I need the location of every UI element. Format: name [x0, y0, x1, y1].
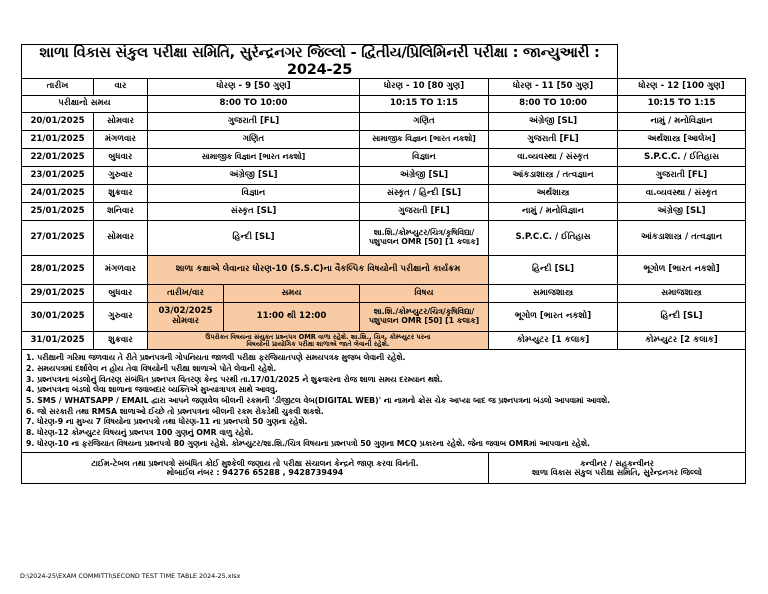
footer-convener: કન્વીનર / સહકન્વીનર: [580, 459, 654, 469]
row-day: શુક્રવાર: [94, 332, 148, 350]
optional-exam-remark: [148, 332, 489, 350]
row-std11: અર્થશાસ્ત્ર: [489, 185, 618, 203]
optional-header-time: સમય: [224, 285, 360, 303]
table-row: [22, 285, 746, 303]
instruction-item: 2. સમયપત્રમાં દર્શાવેલ ન હોય તેવા વિષયોની પરીક્ષા શાળાએ પોતે લેવાની રહેશે.: [26, 364, 277, 374]
row-std12: S.P.C.C. / ઈતિહાસ: [618, 149, 746, 167]
timing-std10: 10:15 TO 1:15: [360, 96, 489, 113]
row-std12: નામું / મનોવિજ્ઞાન: [618, 113, 746, 131]
row-date: 25/01/2025: [22, 203, 94, 221]
row-date: 20/01/2025: [22, 113, 94, 131]
row-day: મંગળવાર: [94, 131, 148, 149]
row-day: બુધવાર: [94, 149, 148, 167]
row-date: 23/01/2025: [22, 167, 94, 185]
instruction-item: 4. પ્રશ્નપત્રના બંડલો લેવા શાળાના જવાબદાર વ્યક્તિએ મુખ્યાત્રાપત્ર સાથે આવવુ.: [26, 385, 278, 395]
row-std9: અંગ્રેજી [SL]: [148, 167, 360, 185]
row-date: 27/01/2025: [22, 221, 94, 256]
table-row: [22, 131, 746, 149]
row-std9: વિજ્ઞાન: [148, 185, 360, 203]
row-std12: વા.વ્યવસ્થા / સંસ્કૃત: [618, 185, 746, 203]
row-std11: આંકડાશાસ્ત્ર / તત્વજ્ઞાન: [489, 167, 618, 185]
row-std12: અર્થશાસ્ત્ર [આલેખ]: [618, 131, 746, 149]
table-row: [22, 203, 746, 221]
row-std9: સામાજીક વિજ્ઞાન [ભારત નકશો]: [148, 149, 360, 167]
row-std12: સમાજશાસ્ત્ર: [618, 285, 746, 303]
timing-row: [22, 96, 746, 113]
row-std9: હિન્દી [SL]: [148, 221, 360, 256]
optional-exam-day-value: સોમવાર: [171, 316, 200, 327]
footer-committee: શાળા વિકાસ સંકુલ પરીક્ષા સમિતિ, સુરેન્દ્રનગર જિલ્લો: [531, 468, 703, 478]
row-std10: અંગ્રેજી [SL]: [360, 167, 489, 185]
row-std10: સંસ્કૃત / હિન્દી [SL]: [360, 185, 489, 203]
row-day: ગુરુવાર: [94, 303, 148, 332]
row-day: શનિવાર: [94, 203, 148, 221]
row-day: મંગળવાર: [94, 256, 148, 285]
timetable-sheet: [21, 44, 746, 484]
table-row: [22, 256, 746, 285]
timing-std9: 8:00 TO 10:00: [148, 96, 360, 113]
instruction-item: 3. પ્રશ્નપત્રના બંડલોનું વિતરણ સંબંધિત પ્રશ્નપત્ર વિતરણ કેન્દ્ર પરથી તા.17/01/2025 ને શુક્રવારના રોજ શાળા સમય દરમ્યાન થશે.: [26, 374, 443, 384]
optional-exam-time: 11:00 થી 12:00: [224, 303, 360, 332]
row-date: 31/01/2025: [22, 332, 94, 350]
optional-header-date: તારીખ/વાર: [148, 285, 224, 303]
row-std10: સામાજીક વિજ્ઞાન [ભારત નકશો]: [360, 131, 489, 149]
row-date: 24/01/2025: [22, 185, 94, 203]
row-day: શુક્રવાર: [94, 185, 148, 203]
timing-label: પરીક્ષાનો સમય: [22, 96, 148, 113]
optional-exam-date: [148, 303, 224, 332]
row-std11: સમાજશાસ્ત્ર: [489, 285, 618, 303]
optional-exam-remark-line1: ઉપરોક્ત વિષયના સંયુક્ત પ્રશ્નપત્ર OMR વાળા રહેશે. શા.શિ., ચિત્ર, કોમ્પ્યુટર પરના: [205, 332, 431, 341]
notes-row: [22, 350, 746, 453]
header-std12: ધોરણ - 12 [100 ગુણ]: [618, 79, 746, 96]
timing-std12: 10:15 TO 1:15: [618, 96, 746, 113]
header-day: વાર: [94, 79, 148, 96]
row-std11: ગુજરાતી [FL]: [489, 131, 618, 149]
timing-std11: 8:00 TO 10:00: [489, 96, 618, 113]
instruction-item: 8. ધોરણ-12 કોમ્પ્યુટર વિષયનું પ્રશ્નપત્ર 100 ગુણનું OMR વાળુ રહેશે.: [26, 428, 254, 438]
row-std11: નામું / મનોવિજ્ઞાન: [489, 203, 618, 221]
row-std12: ભૂગોળ [ભારત નકશો]: [618, 256, 746, 285]
table-row: [22, 167, 746, 185]
row-std10: શા.શિ./કોમ્પ્યુટર/ચિત્ર/કૃષિવિદ્યા/ પશુપાલન OMR [50] [1 કલાક]: [360, 221, 489, 256]
optional-header-subject: વિષય: [360, 285, 489, 303]
table-row: [22, 113, 746, 131]
header-std11: ધોરણ - 11 [50 ગુણ]: [489, 79, 618, 96]
instruction-item: 1. પરીક્ષાની ગરિમા જળવાય તે રીતે પ્રશ્નપત્રની ગોપનિયતા જાળવી પરીક્ષા ફરજિયાતપણે સમયપત્રક મુજબ લેવાની રહેશે.: [26, 353, 406, 363]
header-std10: ધોરણ - 10 [80 ગુણ]: [360, 79, 489, 96]
instructions-list: [22, 350, 746, 453]
row-std11: કોમ્પ્યુટર [1 કલાક]: [489, 332, 618, 350]
row-date: 21/01/2025: [22, 131, 94, 149]
table-row: [22, 185, 746, 203]
row-std11: વા.વ્યવસ્થા / સંસ્કૃત: [489, 149, 618, 167]
page-title: શાળા વિકાસ સંકુલ પરીક્ષા સમિતિ, સુરેન્દ્રનગર જિલ્લો - દ્વિતીય/પ્રિલિમિનરી પરીક્ષા : જાન્યુઆરી : 2024-25: [22, 45, 618, 79]
instruction-item: 6. જો સરકારી તથા RMSA શાળાઓ ઈચ્છે તો પ્રશ્નપત્રના બીલની રકમ રોકડેથી ચુકવી શકશે.: [26, 406, 324, 416]
footer-signature: [489, 453, 746, 484]
title-row: [22, 45, 746, 79]
row-std11: ભૂગોળ [ભારત નકશો]: [489, 303, 618, 332]
row-std12: કોમ્પ્યુટર [2 કલાક]: [618, 332, 746, 350]
row-std11: હિન્દી [SL]: [489, 256, 618, 285]
row-day: ગુરુવાર: [94, 167, 148, 185]
row-std9: સંસ્કૃત [SL]: [148, 203, 360, 221]
row-day: બુધવાર: [94, 285, 148, 303]
header-row: [22, 79, 746, 96]
footer-contact-line1: ટાઈમ-ટેબલ તથા પ્રશ્નપત્રો સંબંધિત કોઈ મુશ્કેલી જણાય તો પરીક્ષા સંચાલન કેન્દ્રને જાણ કરવા વિનંતી.: [91, 459, 419, 469]
footer-contact-phone: મોબાઈલ નંબર : 94276 65288 , 9428739494: [166, 468, 344, 478]
optional-exam-subject: શા.શિ./કોમ્પ્યુટર/ચિત્ર/કૃષિવિદ્યા/ પશુપાલન OMR [50] [1 કલાક]: [360, 303, 489, 332]
row-std12: અંગ્રેજી [SL]: [618, 203, 746, 221]
optional-exam-date-value: 03/02/2025: [158, 306, 213, 317]
row-std10: વિજ્ઞાન: [360, 149, 489, 167]
row-day: સોમવાર: [94, 113, 148, 131]
row-std9: ગુજરાતી [FL]: [148, 113, 360, 131]
row-std9: ગણિત: [148, 131, 360, 149]
row-std11: અંગ્રેજી [SL]: [489, 113, 618, 131]
file-path: D:\2024-25\EXAM COMMITTI\SECOND TEST TIME TABLE 2024-25.xlsx: [20, 572, 241, 580]
row-std11: S.P.C.C. / ઈતિહાસ: [489, 221, 618, 256]
table-row: [22, 221, 746, 256]
instruction-item: 5. SMS / WHATSAPP / EMAIL દ્વારા આપને જણાવેલ બીલની રકમની 'ડીજીટલ વેબ(DIGITAL WEB)' ના નામનો ક્રોસ ચેક આપ્યા બાદ જ પ્રશ્નપત્રના બંડલો આપવામાં આવશે.: [26, 396, 611, 406]
table-row: [22, 332, 746, 350]
row-day: સોમવાર: [94, 221, 148, 256]
optional-exam-remark-line2: વિષયોની પ્રાયોગિક પરીક્ષા શાળાએ જાતે લેવાની રહેશે.: [246, 339, 390, 348]
footer-row: [22, 453, 746, 484]
instruction-item: 7. ધોરણ-9 ના મુખ્ય 7 વિષયોના પ્રશ્નપત્રો તથા ધોરણ-11 ના પ્રશ્નપત્રો 50 ગુણના રહેશે.: [26, 417, 308, 427]
optional-subjects-note: શાળા કક્ષાએ લેવાનાર ધોરણ-10 (S.S.C)ના વૈકલ્પિક વિષયોની પરીક્ષાનો કાર્યક્રમ: [148, 256, 489, 285]
row-std10: ગુજરાતી [FL]: [360, 203, 489, 221]
footer-contact: [22, 453, 489, 484]
row-date: 22/01/2025: [22, 149, 94, 167]
header-date: તારીખ: [22, 79, 94, 96]
row-std10: ગણિત: [360, 113, 489, 131]
row-date: 30/01/2025: [22, 303, 94, 332]
table-row: [22, 303, 746, 332]
instruction-item: 9. ધોરણ-10 ના ફરજિયાત વિષયના પ્રશ્નપત્રો 80 ગુણના રહેશે. કોમ્પ્યુટર/શા.શિ./ચિત્ર વિષયના પ્રશ્નપત્રો 50 ગુણના MCQ પ્રકારના રહેશે. જેના જવાબ OMRમાં આપવાના રહેશે.: [26, 438, 590, 448]
row-std12: હિન્દી [SL]: [618, 303, 746, 332]
row-date: 29/01/2025: [22, 285, 94, 303]
row-std12: આંકડાશાસ્ત્ર / તત્વજ્ઞાન: [618, 221, 746, 256]
header-std9: ધોરણ - 9 [50 ગુણ]: [148, 79, 360, 96]
timetable: [21, 44, 746, 484]
row-std12: ગુજરાતી [FL]: [618, 167, 746, 185]
table-row: [22, 149, 746, 167]
row-date: 28/01/2025: [22, 256, 94, 285]
